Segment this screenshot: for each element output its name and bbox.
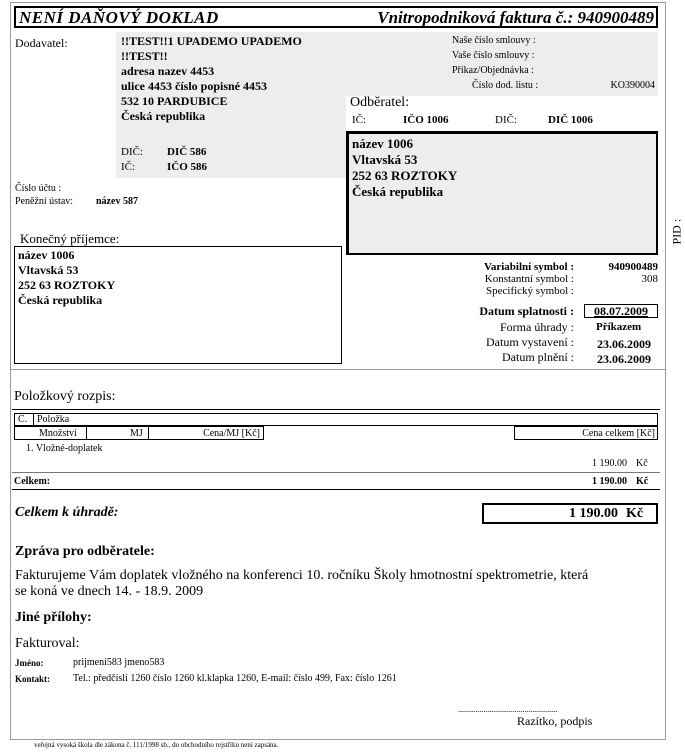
message-line-1: Fakturujeme Vám doplatek vložného na konferenci 10. ročníku Školy hmotnostní spektrometrie, která: [15, 568, 589, 583]
col-divider: [148, 426, 149, 440]
message-line-2: se koná ve dnech 14. - 18.9. 2009: [15, 584, 204, 599]
delivery-note-label: Číslo dod. listu :: [472, 80, 539, 91]
recipient-label: Konečný příjemce:: [20, 231, 120, 246]
col-no: Č.: [18, 414, 28, 425]
issue-date-label: Datum vystavení :: [486, 335, 574, 349]
customer-label: Odběratel:: [350, 95, 410, 110]
customer-ic-value: IČO 1006: [403, 114, 449, 126]
col-unit-price: Cena/MJ [Kč]: [203, 428, 260, 439]
customer-line: Česká republika: [352, 184, 444, 199]
due-date-value: [584, 304, 658, 318]
not-tax-document-title: NENÍ DAŇOVÝ DOKLAD: [19, 8, 219, 27]
recipient-line: 252 63 ROZTOKY: [18, 278, 116, 292]
supplier-ic-value: IČO 586: [167, 161, 208, 173]
supplier-address: [121, 34, 302, 124]
our-contract-label: Naše číslo smlouvy :: [452, 35, 536, 46]
items-table-bottom-rule: [12, 489, 660, 490]
col-item: Položka: [37, 414, 70, 425]
recipient-address-box: [14, 246, 342, 364]
customer-dic-label: DIČ:: [495, 114, 517, 126]
issuer-contact-value: Tel.: předčíslí 1260 číslo 1260 kl.klapka 1260, E-mail: číslo 499, Fax: číslo 1261: [73, 673, 397, 684]
recipient-address: [18, 248, 115, 308]
due-date-label: Datum splatnosti :: [479, 304, 574, 318]
items-header-row-2-right: [514, 426, 658, 440]
attachments-heading: Jiné přílohy:: [15, 610, 92, 625]
due-date-text: 08.07.2009: [594, 304, 648, 318]
constant-symbol-value: 308: [641, 273, 658, 285]
issuer-name-value: prijmeni583 jmeno583: [73, 657, 165, 668]
supplier-line: 532 10 PARDUBICE: [121, 94, 228, 108]
recipient-line: název 1006: [18, 248, 75, 262]
recipient-line: Česká republika: [18, 293, 103, 307]
delivery-note-value: KO390004: [610, 80, 655, 91]
col-divider: [86, 426, 87, 440]
recipient-line: Vltavská 53: [18, 263, 79, 277]
items-section-label: Položkový rozpis:: [14, 389, 116, 404]
customer-address: [352, 136, 457, 200]
items-table-top-rule: [12, 409, 660, 410]
account-label: Číslo účtu :: [15, 183, 62, 194]
items-header-row-1: [14, 413, 658, 426]
supplier-line: ulice 4453 číslo popisné 4453: [121, 79, 268, 93]
variable-symbol-value: 940900489: [608, 261, 658, 273]
your-contract-label: Vaše číslo smlouvy :: [452, 50, 535, 61]
supplier-dic-label: DIČ:: [121, 146, 143, 158]
customer-line: název 1006: [352, 136, 414, 151]
customer-ic-label: IČ:: [352, 114, 367, 126]
payment-method-value: Příkazem: [596, 321, 642, 333]
customer-line: 252 63 ROZTOKY: [352, 168, 458, 183]
items-total-label: Celkem:: [14, 476, 51, 487]
order-label: Příkaz/Objednávka :: [452, 65, 534, 76]
legal-footer: veřejná vysoká škola dle zákona č. 111/1998 sb., do obchodního rejstříku není zapsána.: [34, 741, 279, 749]
pid-label: PID :: [669, 218, 684, 245]
stamp-label: Razítko, podpis: [517, 714, 593, 728]
specific-symbol-label: Specifický symbol :: [486, 285, 574, 297]
issuer-name-label: Jméno:: [15, 658, 44, 668]
variable-symbol-label: Variabilní symbol :: [483, 261, 574, 273]
total-due-box: [482, 503, 658, 524]
customer-address-box: [346, 131, 658, 255]
issuer-contact-label: Kontakt:: [15, 674, 51, 684]
payment-method-label: Forma úhrady :: [500, 320, 574, 334]
bank-institution-label: Peněžní ústav:: [15, 196, 74, 207]
fulfilment-date-label: Datum plnění :: [502, 350, 574, 364]
message-heading: Zpráva pro odběratele:: [15, 544, 155, 559]
items-total-rule: [12, 472, 660, 473]
issuer-heading: Fakturoval:: [15, 636, 80, 651]
items-total-currency: Kč: [636, 476, 649, 487]
col-quantity: Množství: [39, 428, 77, 439]
supplier-ic-label: IČ:: [121, 161, 136, 173]
total-due-label: Celkem k úhradě:: [15, 505, 119, 520]
col-total: Cena celkem [Kč]: [582, 428, 655, 439]
supplier-line: !!TEST!!: [121, 49, 168, 63]
supplier-line: Česká republika: [121, 109, 206, 123]
supplier-line: adresa nazev 4453: [121, 64, 215, 78]
item-row-amount: 1 190.00: [592, 458, 627, 469]
supplier-line: !!TEST!!1 UPADEMO UPADEMO: [121, 34, 302, 48]
total-due-currency: Kč: [626, 506, 644, 521]
section-divider: [10, 369, 666, 370]
customer-dic-value: DIČ 1006: [548, 114, 593, 126]
items-header-row-2-left: [14, 426, 264, 440]
bank-institution-value: název 587: [96, 196, 138, 207]
fulfilment-date-value: 23.06.2009: [597, 352, 651, 366]
stamp-dotted-line: ...................................................: [458, 704, 558, 714]
invoice-number-title: Vnitropodniková faktura č.: 940900489: [377, 8, 654, 27]
total-due-amount: 1 190.00: [569, 506, 618, 521]
supplier-label: Dodavatel:: [15, 36, 68, 50]
customer-line: Vltavská 53: [352, 152, 418, 167]
issue-date-value: 23.06.2009: [597, 337, 651, 351]
col-unit: MJ: [130, 428, 143, 439]
item-row-text: 1. Vložné-doplatek: [26, 443, 103, 454]
col-divider: [33, 413, 34, 426]
supplier-dic-value: DIČ 586: [167, 146, 207, 158]
constant-symbol-label: Konstantní symbol :: [484, 273, 574, 285]
invoice-header: [14, 6, 658, 28]
items-total-amount: 1 190.00: [592, 476, 627, 487]
item-row-currency: Kč: [636, 458, 648, 469]
